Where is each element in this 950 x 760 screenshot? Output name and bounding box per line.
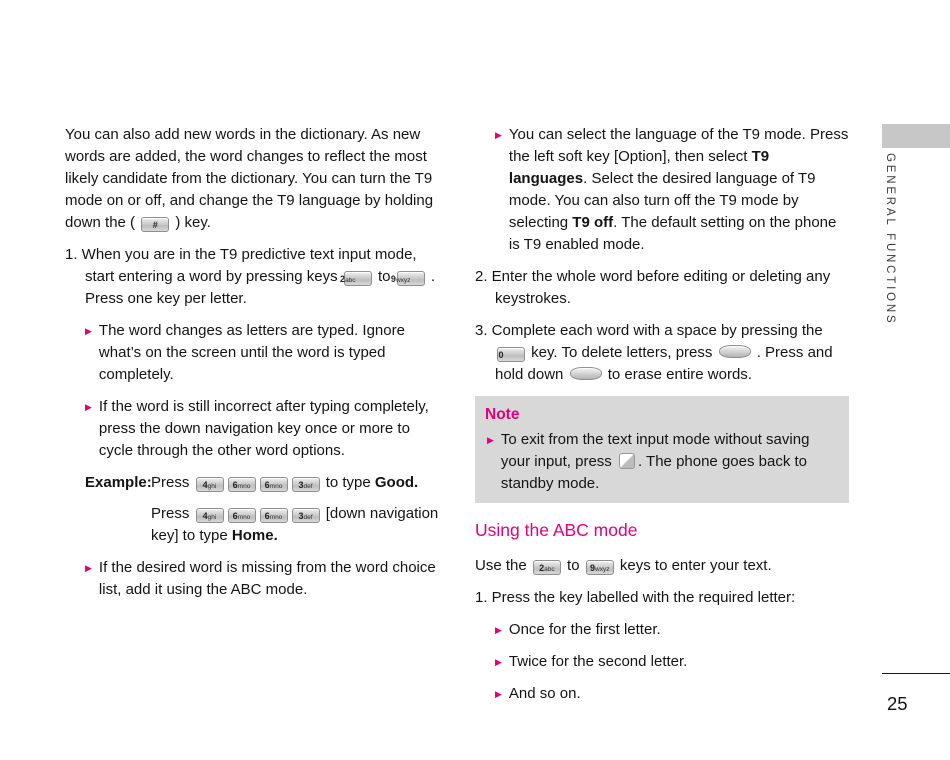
clear-key-icon: [570, 367, 602, 380]
abc-step-1: 1. Press the key labelled with the required letter:: [475, 589, 796, 606]
text-segment: [down navigation key] to type: [151, 505, 439, 544]
example-line-home: [151, 503, 439, 547]
left-column: [65, 124, 439, 611]
text-segment: Use the: [475, 557, 527, 574]
key-letters: abc: [345, 277, 356, 284]
key-2abc-icon: [533, 560, 561, 575]
step-3: [475, 320, 849, 386]
example-block: [65, 472, 439, 547]
text-segment: to: [567, 557, 580, 574]
key-6mno-icon: [228, 508, 256, 523]
text-segment: Press: [151, 474, 190, 491]
bold-text: T9 off: [572, 214, 614, 231]
key-6mno-icon: [228, 477, 256, 492]
key-digit: 9: [590, 563, 596, 573]
key-2abc-icon: [340, 271, 372, 286]
footer-rule: [882, 673, 950, 674]
key-letters: mno: [237, 483, 251, 490]
key-letters: mno: [237, 514, 251, 521]
key-letters: wxyz: [395, 277, 411, 284]
bullet-text: The word changes as letters are typed. Ignore what’s on the screen until the word is typed completely.: [98, 322, 405, 383]
text-segment: . Select the desired language of T9 mode. You can also turn off the T9 mode by selecting: [508, 170, 816, 231]
chapter-label-vertical: GENERAL FUNCTIONS: [884, 153, 896, 326]
key-letters: ghi: [207, 483, 217, 490]
text-segment: to: [377, 268, 391, 285]
text-segment: keys to enter your text.: [619, 557, 772, 574]
text-segment: . The default setting on the phone is T9 enabled mode.: [508, 214, 837, 253]
key-letters: mno: [269, 514, 283, 521]
key-3def-icon: [292, 508, 320, 523]
note-box: [475, 396, 849, 503]
text-segment: . The phone goes back to standby mode.: [500, 453, 807, 492]
bullet-arrow-icon: ▶: [495, 625, 502, 635]
key-digit: 4: [202, 480, 208, 490]
key-letters: mno: [269, 483, 283, 490]
key-letters: def: [303, 514, 313, 521]
bullet-arrow-icon: ▶: [495, 130, 502, 140]
bullet-arrow-icon: ▶: [495, 689, 502, 699]
key-9wxyz-icon: [586, 560, 614, 575]
key-4ghi-icon: [196, 508, 224, 523]
bullet-arrow-icon: ▶: [85, 563, 92, 573]
text-segment: You can select the language of the T9 mode. Press the left soft key [Option], then select: [508, 126, 849, 165]
key-digit: #: [152, 220, 158, 230]
key-letters: abc: [544, 566, 555, 573]
key-9wxyz-icon: [390, 271, 425, 286]
bullet-text: And so on.: [508, 685, 581, 702]
bullet-arrow-icon: ▶: [495, 657, 502, 667]
bold-text: T9 languages: [508, 148, 770, 187]
page-number: 25: [887, 693, 908, 714]
bullet-arrow-icon: ▶: [85, 326, 92, 336]
note-title: Note: [485, 406, 520, 423]
key-6mno-icon: [260, 477, 288, 492]
text-segment: You can also add new words in the dictionary. As new words are added, the word changes to reflect the most likely candidate from the dictionary. You can turn the T9 mode on or off, and change the T9 language by holding down the (: [65, 126, 434, 231]
step-1: [65, 244, 439, 310]
bullet-arrow-icon: ▶: [85, 402, 92, 412]
key-0-icon: [497, 347, 525, 362]
bullet-text: If the desired word is missing from the word choice list, add it using the ABC mode.: [98, 559, 436, 598]
abc-intro: [475, 555, 849, 577]
bullet-word-missing: [65, 557, 439, 601]
bullet-text: Once for the first letter.: [508, 621, 661, 638]
key-6mno-icon: [260, 508, 288, 523]
clear-key-icon: [719, 345, 751, 358]
text-segment: key. To delete letters, press: [531, 344, 713, 361]
key-digit: 0: [498, 350, 504, 360]
section-heading-abc-mode: Using the ABC mode: [475, 520, 638, 540]
key-letters: ghi: [207, 514, 217, 521]
chapter-tab: [882, 124, 950, 148]
example-content: [151, 472, 439, 547]
key-digit: 2: [340, 274, 346, 284]
bullet-text: If the word is still incorrect after typing completely, press the down navigation key once or more to cycle through the other word options.: [98, 398, 429, 459]
bullet-arrow-icon: ▶: [487, 435, 494, 445]
key-digit: 6: [264, 511, 270, 521]
key-4ghi-icon: [196, 477, 224, 492]
bullet-and-so-on: [475, 683, 849, 705]
text-segment: to type: [325, 474, 371, 491]
note-bullet: [485, 429, 837, 495]
key-digit: 6: [264, 480, 270, 490]
key-digit: 2: [539, 563, 545, 573]
example-label: Example:: [85, 474, 152, 491]
text-segment: . Press one key per letter.: [85, 268, 435, 307]
key-digit: 3: [298, 480, 304, 490]
bullet-twice: [475, 651, 849, 673]
bullet-text: [509, 124, 849, 256]
key-3def-icon: [292, 477, 320, 492]
bullet-word-incorrect: [65, 396, 439, 462]
key-letters: wxyz: [595, 566, 610, 573]
text-segment: 1. When you are in the T9 predictive text input mode, start entering a word by pressing keys: [65, 246, 417, 285]
key-digit: 4: [202, 511, 208, 521]
intro-paragraph: [65, 124, 439, 234]
bold-text: Good.: [374, 474, 419, 491]
bullet-word-changes: [65, 320, 439, 386]
text-segment: 3. Complete each word with a space by pressing the: [475, 322, 823, 339]
key-digit: 3: [298, 511, 304, 521]
text-segment: ) key.: [175, 214, 211, 231]
text-segment: To exit from the text input mode without saving your input, press: [500, 431, 810, 470]
end-key-icon: [619, 453, 635, 469]
bullet-text: [501, 429, 837, 495]
key-digit: 6: [232, 480, 238, 490]
hash-key-icon: [141, 217, 169, 232]
bold-text: Home.: [231, 527, 278, 544]
key-digit: 6: [232, 511, 238, 521]
example-line-good: [151, 472, 439, 494]
bullet-text: Twice for the second letter.: [508, 653, 688, 670]
text-segment: . Press and hold down: [495, 344, 833, 383]
right-column: [475, 124, 849, 715]
bullet-t9-language: [475, 124, 849, 256]
step-2: 2. Enter the whole word before editing or deleting any keystrokes.: [475, 268, 831, 307]
bullet-once: [475, 619, 849, 641]
key-digit: 9: [390, 274, 396, 284]
text-segment: Press: [151, 505, 190, 522]
text-segment: to erase entire words.: [607, 366, 752, 383]
key-letters: def: [303, 483, 313, 490]
